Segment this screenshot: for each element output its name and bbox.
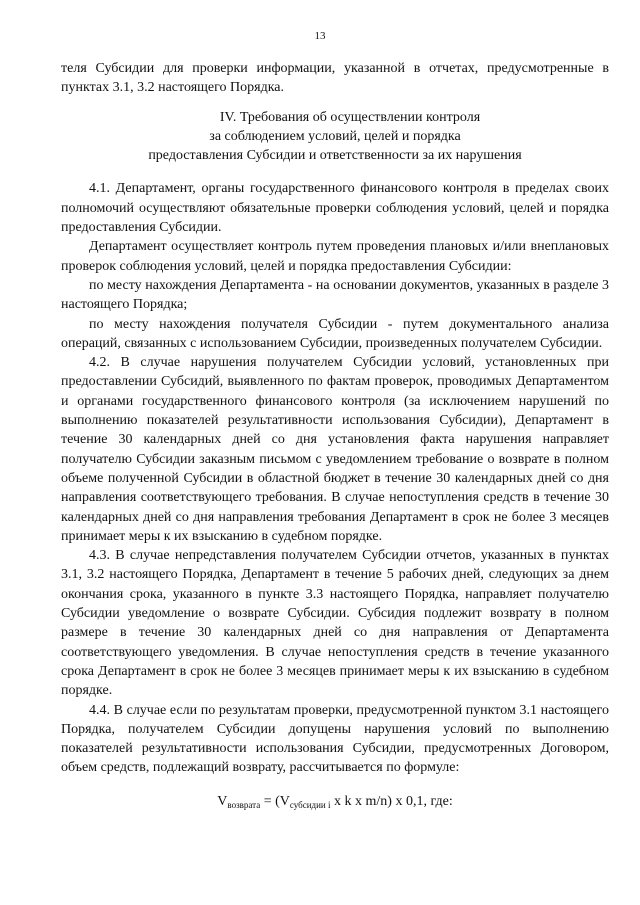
- paragraph-department-location: по месту нахождения Департамента - на основании документов, указанных в разделе 3 настоящего Порядка;: [61, 277, 609, 313]
- paragraph-recipient-location: по месту нахождения получателя Субсидии - путем документального анализа операций, связанных с использованием Субсидии, произведенных получателем Субсидии.: [61, 316, 609, 351]
- paragraph-4-4: 4.4. В случае если по результатам проверки, предусмотренной пунктом 3.1 настоящего Порядка, получателем Субсидии допущены нарушения условий по выполнению показателей результативности использования Субсидии, предусмотренных Договором, объем средств, подлежащий возврату, рассчитывается по формуле:: [61, 702, 609, 776]
- formula-eq-open: = (V: [260, 793, 290, 809]
- formula-rhs-subscript: субсидии i: [289, 799, 331, 810]
- formula-lhs-subscript: возврата: [227, 799, 261, 810]
- page-number: 13: [314, 30, 326, 42]
- formula-lhs: V: [217, 793, 228, 809]
- section-heading: [61, 108, 609, 166]
- paragraph-continuation: теля Субсидии для проверки информации, указанной в отчетах, предусмотренные в пунктах 3.1, 3.2 настоящего Порядка.: [61, 61, 609, 96]
- page-content: [61, 59, 609, 815]
- refund-formula: [61, 792, 609, 815]
- paragraph-4-3: 4.3. В случае непредставления получателем Субсидии отчетов, указанных в пунктах 3.1, 3.2 настоящего Порядка, Департамент в течение 5 рабочих дней, следующих за днем окончания срока, указанного в пункте 3.3 настоящего Порядка, направляет получателю Субсидии уведомление о возврате Субсидии. Субсидия подлежит возврату в полном размере в течение 30 календарных дней со дня направления от Департамента соответствующего уведомления. В случае непоступления средств в течение указанного срока Департамент в срок не более 3 месяцев принимает меры к их взысканию в судебном порядке.: [61, 548, 609, 699]
- paragraph-4-1: 4.1. Департамент, органы государственного финансового контроля в пределах своих полномочий осуществляют обязательные проверки соблюдения условий, целей и порядка предоставления Субсидии.: [61, 181, 609, 236]
- section-heading-line-3: предоставления Субсидии и ответственности за их нарушения: [148, 148, 522, 164]
- section-heading-line-2: за соблюдением условий, целей и порядка: [209, 128, 461, 144]
- paragraph-control-methods: Департамент осуществляет контроль путем проведения плановых и/или внеплановых проверок соблюдения условий, целей и порядка предоставления Субсидии:: [61, 239, 609, 274]
- section-heading-line-1: IV. Требования об осуществлении контроля: [219, 109, 481, 125]
- formula-rest: x k x m/n) x 0,1, где:: [330, 793, 453, 809]
- paragraph-4-2: 4.2. В случае нарушения получателем Субсидии условий, установленных при предоставлении Субсидий, выявленного по фактам проверок, проводимых Департаментом и органами государственного финансового контроля (за исключением нарушений по выполнению показателей результативности использования Субсидии), Департамент в течение 30 календарных дней со дня установления факта нарушения направляет получателю Субсидии заказным письмом с уведомлением требование о возврате в полном объеме полученной Субсидии в областной бюджет в течение 30 календарных дней со дня направления соответствующего требования. В случае непоступления средств в течение 30 календарных дней со дня направления требования Департамент в срок не более 3 месяцев принимает меры к их взысканию в судебном порядке.: [61, 355, 609, 544]
